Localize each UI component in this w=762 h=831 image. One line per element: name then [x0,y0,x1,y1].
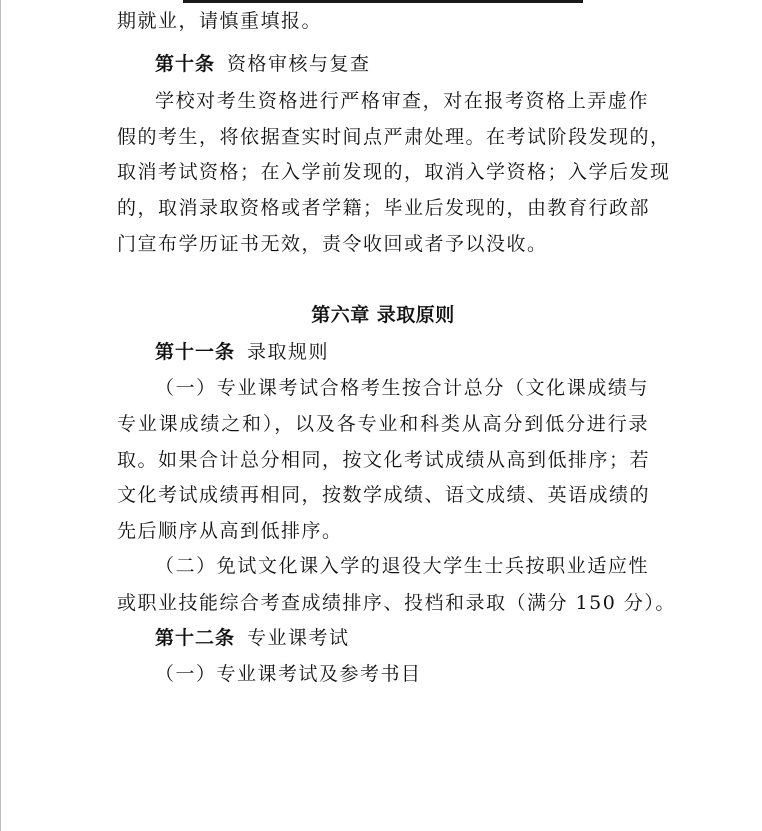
text-line: 的，取消录取资格或者学籍；毕业后发现的，由教育行政部 [117,197,651,219]
article-title: 第十一条 [155,341,236,363]
article-10-heading [155,46,649,82]
text-line: 学校对考生资格进行严格审查，对在报考资格上弄虚作 [155,90,649,112]
text-line: 先后顺序从高到低排序。 [117,520,343,542]
chapter-heading: 第六章 录取原则 [311,304,455,326]
text-line: （二）免试文化课入学的退役大学生士兵按职业适应性 [155,555,649,577]
article-title: 第十条 [155,53,216,75]
article-12-heading [155,620,649,656]
text-line: 取。如果合计总分相同，按文化考试成绩从高到低排序；若 [117,449,651,471]
text-line: 取消考试资格；在入学前发现的，取消入学资格；入学后发现 [117,161,671,183]
page-left-edge [0,0,1,831]
article-subject: 录取规则 [247,341,330,363]
text-line: 文化考试成绩再相同，按数学成绩、语文成绩、英语成绩的 [117,484,651,506]
text-line: （一）专业课考试及参考书目 [155,663,422,685]
text-line: 或职业技能综合考查成绩排序、投档和录取（满分 150 分）。 [117,592,676,614]
text-line: （一）专业课考试合格考生按合计总分（文化课成绩与 [155,377,649,399]
article-title: 第十二条 [155,627,236,649]
article-subject: 资格审核与复查 [227,53,371,75]
article-11-heading [155,334,649,370]
text-line: 假的考生，将依据查实时间点严肃处理。在考试阶段发现的， [117,126,671,148]
text-line: 专业课成绩之和），以及各专业和科类从高分到低分进行录 [117,413,649,435]
article-subject: 专业课考试 [247,627,350,649]
text-line: 期就业，请慎重填报。 [117,10,323,32]
text-line: 门宣布学历证书无效，责令收回或者予以没收。 [117,233,548,255]
